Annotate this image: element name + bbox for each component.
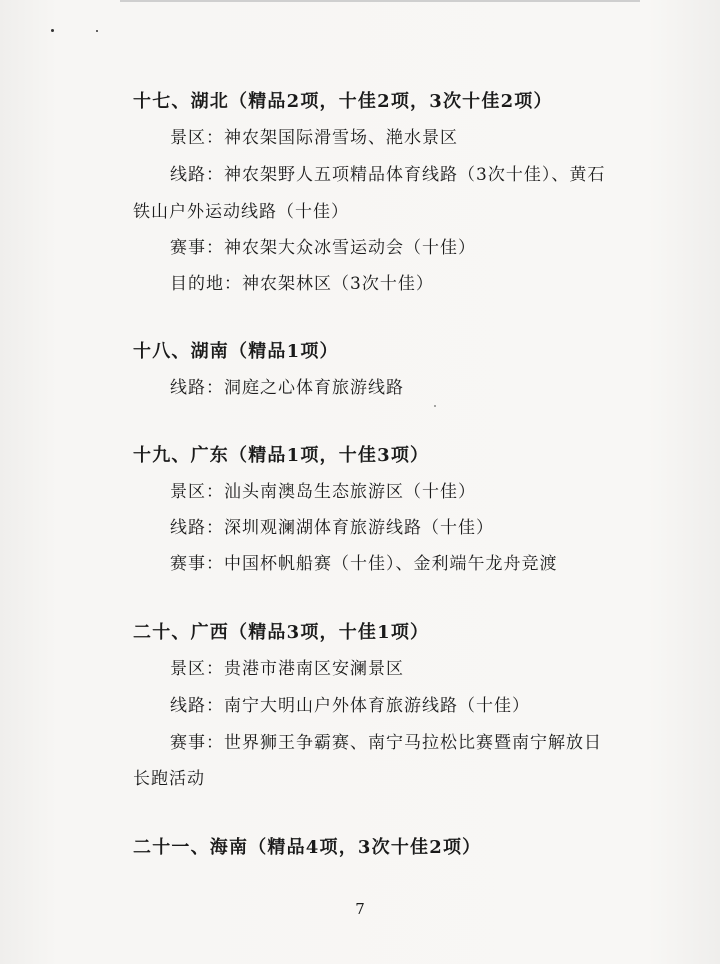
section-heading-hunan: 十八、湖南（精品1项） bbox=[133, 341, 339, 362]
section-heading-guangxi: 二十、广西（精品3项，十佳1项） bbox=[133, 622, 430, 643]
guangdong-scenic: 景区：汕头南澳岛生态旅游区（十佳） bbox=[170, 482, 476, 502]
hubei-destination: 目的地：神农架林区（3次十佳） bbox=[170, 274, 434, 294]
guangxi-event-cont: 长跑活动 bbox=[133, 769, 205, 789]
hubei-route: 线路：神农架野人五项精品体育线路（3次十佳）、黄石 bbox=[170, 165, 606, 185]
section-heading-guangdong: 十九、广东（精品1项，十佳3项） bbox=[133, 445, 430, 466]
scan-speck bbox=[434, 405, 436, 407]
page-number: 7 bbox=[355, 900, 365, 918]
guangxi-route: 线路：南宁大明山户外体育旅游线路（十佳） bbox=[170, 696, 530, 716]
section-heading-hainan: 二十一、海南（精品4项，3次十佳2项） bbox=[133, 837, 482, 858]
hunan-route: 线路：洞庭之心体育旅游线路 bbox=[170, 378, 404, 398]
scan-edge-line bbox=[120, 0, 640, 2]
guangxi-event: 赛事：世界狮王争霸赛、南宁马拉松比赛暨南宁解放日 bbox=[170, 733, 602, 753]
guangxi-scenic: 景区：贵港市港南区安澜景区 bbox=[170, 659, 404, 679]
scan-speck bbox=[96, 30, 98, 32]
section-heading-hubei: 十七、湖北（精品2项，十佳2项，3次十佳2项） bbox=[133, 91, 553, 112]
hubei-scenic: 景区：神农架国际滑雪场、滟水景区 bbox=[170, 128, 458, 148]
hubei-route-cont: 铁山户外运动线路（十佳） bbox=[133, 202, 349, 222]
scan-speck bbox=[51, 29, 54, 32]
guangdong-route: 线路：深圳观澜湖体育旅游线路（十佳） bbox=[170, 518, 494, 538]
hubei-event: 赛事：神农架大众冰雪运动会（十佳） bbox=[170, 238, 476, 258]
guangdong-event: 赛事：中国杯帆船赛（十佳）、金利端午龙舟竞渡 bbox=[170, 554, 558, 574]
